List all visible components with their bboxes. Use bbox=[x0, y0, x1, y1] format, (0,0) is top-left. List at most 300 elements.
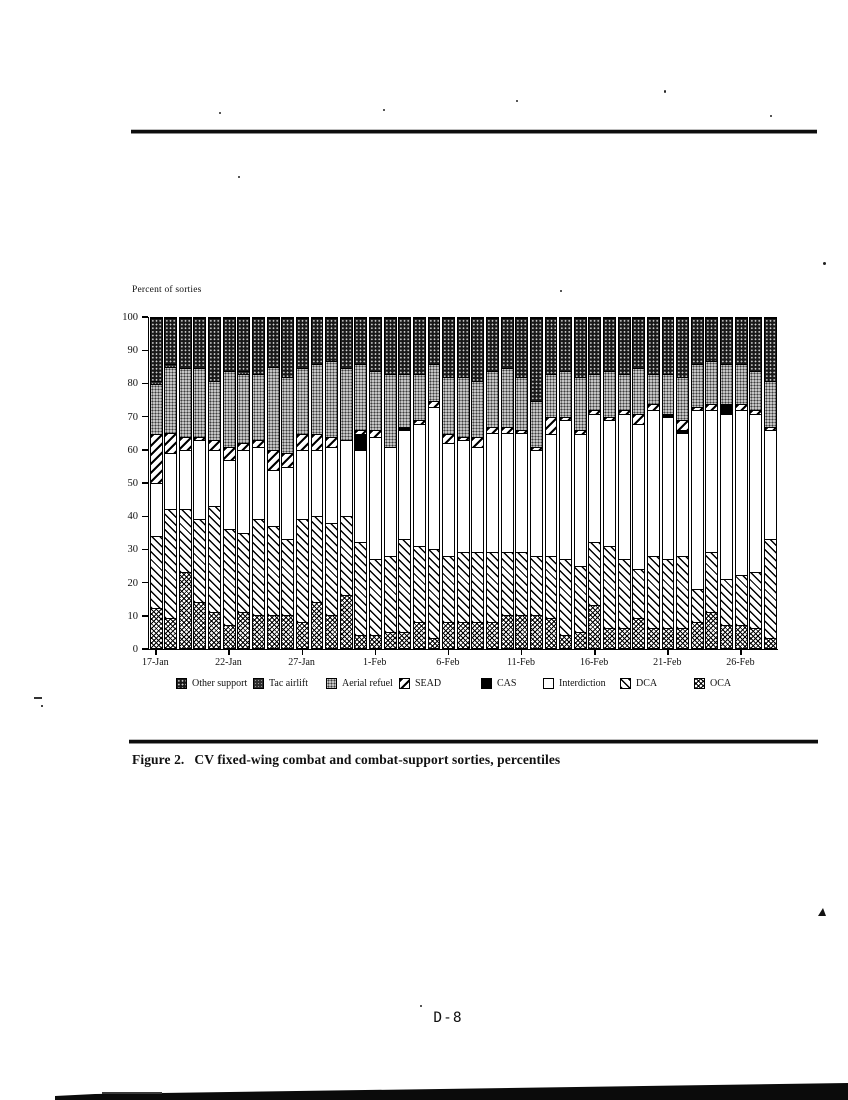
bar-28-Jan bbox=[311, 317, 324, 649]
segment-aerial-refuel bbox=[692, 364, 703, 407]
segment-interdiction bbox=[180, 450, 191, 509]
segment-oca bbox=[399, 632, 410, 649]
segment-aerial-refuel bbox=[560, 371, 571, 417]
segment-aerial-refuel bbox=[238, 374, 249, 443]
legend-item-tac-airlift bbox=[253, 678, 308, 689]
segment-oca bbox=[458, 622, 469, 648]
segment-interdiction bbox=[765, 430, 776, 539]
segment-interdiction bbox=[663, 417, 674, 559]
segment-interdiction bbox=[238, 450, 249, 533]
segment-aerial-refuel bbox=[589, 374, 600, 410]
segment-aerial-refuel bbox=[633, 368, 644, 414]
segment-oca bbox=[531, 615, 542, 648]
segment-interdiction bbox=[633, 424, 644, 569]
x-tick-label: 16-Feb bbox=[579, 657, 609, 668]
segment-aerial-refuel bbox=[531, 401, 542, 447]
segment-dca bbox=[619, 559, 630, 628]
segment-other-support bbox=[692, 318, 703, 364]
segment-interdiction bbox=[326, 447, 337, 523]
scan-artifact bbox=[238, 176, 240, 178]
segment-interdiction bbox=[253, 447, 264, 520]
bar-8-Feb bbox=[471, 317, 484, 649]
segment-oca bbox=[414, 622, 425, 648]
segment-oca bbox=[209, 612, 220, 648]
x-tick-mark bbox=[521, 650, 522, 655]
segment-aerial-refuel bbox=[151, 384, 162, 434]
segment-other-support bbox=[282, 318, 293, 377]
chart-legend bbox=[0, 678, 848, 694]
segment-dca bbox=[194, 519, 205, 602]
x-axis bbox=[141, 650, 777, 680]
segment-sead bbox=[633, 414, 644, 424]
x-tick-mark bbox=[228, 650, 229, 655]
segment-oca bbox=[575, 632, 586, 649]
segment-aerial-refuel bbox=[721, 364, 732, 404]
legend-swatch-icon bbox=[253, 678, 264, 689]
legend-item-aerial-refuel bbox=[326, 678, 393, 689]
segment-other-support bbox=[721, 318, 732, 364]
segment-other-support bbox=[341, 318, 352, 368]
segment-aerial-refuel bbox=[546, 374, 557, 417]
segment-interdiction bbox=[209, 450, 220, 506]
bar-20-Feb bbox=[647, 317, 660, 649]
segment-other-support bbox=[589, 318, 600, 374]
bar-17-Jan bbox=[150, 317, 163, 649]
segment-oca bbox=[721, 625, 732, 648]
figure-caption-number: Figure 2. bbox=[132, 752, 185, 767]
segment-sead bbox=[151, 434, 162, 484]
legend-item-interdiction bbox=[543, 678, 606, 689]
segment-interdiction bbox=[575, 434, 586, 566]
bar-11-Feb bbox=[515, 317, 528, 649]
segment-interdiction bbox=[546, 434, 557, 556]
segment-other-support bbox=[531, 318, 542, 401]
segment-oca bbox=[355, 635, 366, 648]
segment-other-support bbox=[648, 318, 659, 374]
bar-22-Jan bbox=[223, 317, 236, 649]
segment-aerial-refuel bbox=[677, 377, 688, 420]
segment-aerial-refuel bbox=[648, 374, 659, 404]
segment-oca bbox=[750, 628, 761, 648]
segment-other-support bbox=[663, 318, 674, 374]
segment-oca bbox=[604, 628, 615, 648]
bar-12-Feb bbox=[530, 317, 543, 649]
segment-interdiction bbox=[429, 407, 440, 549]
segment-sead bbox=[502, 427, 513, 434]
segment-oca bbox=[589, 605, 600, 648]
segment-other-support bbox=[224, 318, 235, 371]
bar-19-Jan bbox=[179, 317, 192, 649]
segment-interdiction bbox=[268, 470, 279, 526]
segment-interdiction bbox=[677, 433, 688, 555]
segment-sead bbox=[253, 440, 264, 447]
segment-oca bbox=[765, 638, 776, 648]
segment-aerial-refuel bbox=[209, 381, 220, 440]
segment-other-support bbox=[458, 318, 469, 377]
segment-other-support bbox=[472, 318, 483, 381]
segment-aerial-refuel bbox=[268, 367, 279, 450]
segment-interdiction bbox=[589, 414, 600, 543]
legend-swatch-icon bbox=[694, 678, 705, 689]
x-tick-label: 27-Jan bbox=[288, 657, 315, 668]
bar-18-Feb bbox=[618, 317, 631, 649]
scan-artifact bbox=[420, 1005, 422, 1007]
bar-18-Jan bbox=[164, 317, 177, 649]
segment-other-support bbox=[194, 318, 205, 368]
segment-sead bbox=[472, 437, 483, 447]
segment-oca bbox=[224, 625, 235, 648]
segment-interdiction bbox=[721, 414, 732, 579]
segment-other-support bbox=[633, 318, 644, 368]
bar-19-Feb bbox=[632, 317, 645, 649]
segment-aerial-refuel bbox=[502, 368, 513, 427]
segment-aerial-refuel bbox=[472, 381, 483, 437]
bar-13-Feb bbox=[545, 317, 558, 649]
segment-oca bbox=[633, 618, 644, 648]
bar-5-Feb bbox=[428, 317, 441, 649]
segment-dca bbox=[253, 519, 264, 615]
legend-swatch-icon bbox=[620, 678, 631, 689]
y-tick-label: 80 bbox=[127, 378, 138, 390]
segment-cas bbox=[721, 404, 732, 414]
y-tick-label: 70 bbox=[127, 411, 138, 423]
bar-17-Feb bbox=[603, 317, 616, 649]
segment-dca bbox=[370, 559, 381, 635]
bar-29-Jan bbox=[325, 317, 338, 649]
segment-aerial-refuel bbox=[282, 377, 293, 453]
bar-28-Feb bbox=[764, 317, 777, 649]
y-tick-label: 30 bbox=[127, 544, 138, 556]
segment-interdiction bbox=[399, 430, 410, 539]
segment-aerial-refuel bbox=[194, 368, 205, 437]
segment-aerial-refuel bbox=[604, 371, 615, 417]
segment-aerial-refuel bbox=[516, 377, 527, 430]
segment-interdiction bbox=[736, 410, 747, 575]
bar-6-Feb bbox=[442, 317, 455, 649]
bar-31-Jan bbox=[354, 317, 367, 649]
segment-sead bbox=[706, 404, 717, 411]
segment-other-support bbox=[502, 318, 513, 368]
segment-interdiction bbox=[385, 447, 396, 556]
segment-other-support bbox=[429, 318, 440, 364]
segment-aerial-refuel bbox=[312, 364, 323, 433]
segment-sead bbox=[648, 404, 659, 411]
segment-sead bbox=[736, 404, 747, 411]
segment-oca bbox=[648, 628, 659, 648]
segment-other-support bbox=[355, 318, 366, 364]
x-tick-label: 21-Feb bbox=[653, 657, 682, 668]
segment-interdiction bbox=[750, 414, 761, 572]
segment-sead bbox=[312, 434, 323, 451]
segment-dca bbox=[180, 509, 191, 572]
segment-other-support bbox=[209, 318, 220, 381]
segment-dca bbox=[648, 556, 659, 629]
segment-oca bbox=[546, 618, 557, 648]
segment-other-support bbox=[312, 318, 323, 364]
segment-interdiction bbox=[194, 440, 205, 519]
segment-dca bbox=[487, 552, 498, 621]
x-tick-mark bbox=[448, 650, 449, 655]
bar-14-Feb bbox=[559, 317, 572, 649]
segment-sead bbox=[546, 417, 557, 434]
segment-interdiction bbox=[560, 420, 571, 559]
segment-aerial-refuel bbox=[487, 371, 498, 427]
x-tick-mark bbox=[302, 650, 303, 655]
segment-dca bbox=[326, 523, 337, 615]
segment-oca bbox=[516, 615, 527, 648]
segment-aerial-refuel bbox=[224, 371, 235, 447]
segment-oca bbox=[238, 612, 249, 648]
bar-22-Feb bbox=[676, 317, 689, 649]
segment-other-support bbox=[546, 318, 557, 374]
segment-other-support bbox=[268, 318, 279, 368]
segment-dca bbox=[341, 516, 352, 595]
segment-dca bbox=[458, 552, 469, 621]
segment-interdiction bbox=[604, 420, 615, 545]
y-tick-label: 10 bbox=[127, 610, 138, 622]
x-tick-label: 22-Jan bbox=[215, 657, 242, 668]
segment-oca bbox=[253, 615, 264, 648]
y-tick-label: 0 bbox=[132, 644, 138, 655]
segment-aerial-refuel bbox=[355, 364, 366, 430]
bar-1-Feb bbox=[369, 317, 382, 649]
segment-dca bbox=[546, 556, 557, 619]
segment-oca bbox=[560, 635, 571, 648]
segment-sead bbox=[677, 420, 688, 430]
scan-artifact bbox=[823, 262, 826, 265]
segment-dca bbox=[736, 575, 747, 625]
legend-item-dca bbox=[620, 678, 657, 689]
figure-caption-text: CV fixed-wing combat and combat-support sorties, percentiles bbox=[194, 752, 561, 767]
segment-other-support bbox=[370, 318, 381, 371]
bar-21-Feb bbox=[662, 317, 675, 649]
legend-item-other-support bbox=[176, 678, 247, 689]
segment-aerial-refuel bbox=[443, 377, 454, 433]
bar-16-Feb bbox=[588, 317, 601, 649]
segment-oca bbox=[341, 595, 352, 648]
segment-dca bbox=[297, 519, 308, 621]
bar-23-Feb bbox=[691, 317, 704, 649]
segment-oca bbox=[385, 632, 396, 649]
segment-aerial-refuel bbox=[575, 377, 586, 430]
segment-other-support bbox=[736, 318, 747, 364]
segment-oca bbox=[692, 622, 703, 648]
segment-dca bbox=[633, 569, 644, 619]
segment-dca bbox=[750, 572, 761, 628]
segment-oca bbox=[312, 602, 323, 648]
segment-aerial-refuel bbox=[750, 371, 761, 411]
segment-other-support bbox=[677, 318, 688, 377]
segment-oca bbox=[165, 618, 176, 648]
segment-interdiction bbox=[692, 410, 703, 588]
segment-sead bbox=[370, 430, 381, 437]
segment-sead bbox=[487, 427, 498, 434]
y-tick-label: 90 bbox=[127, 345, 138, 357]
segment-oca bbox=[487, 622, 498, 648]
segment-sead bbox=[326, 437, 337, 447]
segment-dca bbox=[355, 542, 366, 634]
segment-oca bbox=[736, 625, 747, 648]
segment-other-support bbox=[487, 318, 498, 371]
scan-artifact bbox=[41, 705, 43, 707]
scan-artifact bbox=[34, 697, 42, 699]
x-tick-label: 6-Feb bbox=[436, 657, 460, 668]
figure-caption bbox=[132, 752, 560, 768]
segment-dca bbox=[677, 556, 688, 629]
segment-interdiction bbox=[648, 410, 659, 555]
scan-artifact bbox=[664, 90, 666, 93]
segment-aerial-refuel bbox=[180, 368, 191, 437]
segment-sead bbox=[268, 450, 279, 470]
legend-item-cas bbox=[481, 678, 516, 689]
segment-dca bbox=[604, 546, 615, 629]
segment-dca bbox=[765, 539, 776, 638]
bar-25-Jan bbox=[267, 317, 280, 649]
segment-dca bbox=[282, 539, 293, 615]
bar-20-Jan bbox=[193, 317, 206, 649]
x-tick-mark bbox=[375, 650, 376, 655]
segment-aerial-refuel bbox=[663, 374, 674, 414]
segment-interdiction bbox=[165, 453, 176, 509]
scan-artifact bbox=[516, 100, 518, 102]
segment-aerial-refuel bbox=[619, 374, 630, 410]
legend-item-oca bbox=[694, 678, 731, 689]
segment-interdiction bbox=[370, 437, 381, 559]
segment-oca bbox=[370, 635, 381, 648]
mid-rule bbox=[129, 740, 818, 743]
segment-other-support bbox=[151, 318, 162, 381]
bar-9-Feb bbox=[486, 317, 499, 649]
segment-dca bbox=[472, 552, 483, 621]
segment-interdiction bbox=[516, 433, 527, 552]
segment-oca bbox=[180, 572, 191, 648]
segment-aerial-refuel bbox=[370, 371, 381, 430]
segment-other-support bbox=[399, 318, 410, 374]
legend-label: DCA bbox=[636, 678, 658, 689]
segment-oca bbox=[472, 622, 483, 648]
legend-label: Aerial refuel bbox=[342, 678, 393, 689]
segment-interdiction bbox=[224, 460, 235, 529]
segment-aerial-refuel bbox=[429, 364, 440, 400]
x-tick-mark bbox=[740, 650, 741, 655]
segment-oca bbox=[443, 622, 454, 648]
scan-artifact bbox=[560, 290, 562, 292]
y-axis bbox=[108, 312, 148, 655]
stacked-bar-plot bbox=[148, 317, 778, 650]
segment-aerial-refuel bbox=[326, 361, 337, 437]
segment-dca bbox=[385, 556, 396, 632]
segment-interdiction bbox=[312, 450, 323, 516]
segment-cas bbox=[355, 434, 366, 451]
bar-15-Feb bbox=[574, 317, 587, 649]
segment-other-support bbox=[604, 318, 615, 371]
segment-interdiction bbox=[414, 424, 425, 546]
bar-10-Feb bbox=[501, 317, 514, 649]
segment-oca bbox=[297, 622, 308, 648]
segment-aerial-refuel bbox=[736, 364, 747, 404]
segment-other-support bbox=[443, 318, 454, 377]
segment-dca bbox=[443, 556, 454, 622]
segment-dca bbox=[721, 579, 732, 625]
scan-artifact bbox=[219, 112, 221, 114]
segment-other-support bbox=[238, 318, 249, 371]
segment-oca bbox=[677, 628, 688, 648]
segment-interdiction bbox=[487, 433, 498, 552]
segment-dca bbox=[575, 566, 586, 632]
segment-other-support bbox=[253, 318, 264, 374]
segment-dca bbox=[663, 559, 674, 628]
legend-label: Other support bbox=[192, 678, 248, 689]
segment-interdiction bbox=[502, 433, 513, 552]
segment-aerial-refuel bbox=[385, 374, 396, 447]
legend-label: OCA bbox=[710, 678, 732, 689]
segment-dca bbox=[531, 556, 542, 615]
segment-sead bbox=[238, 443, 249, 450]
segment-oca bbox=[429, 638, 440, 648]
segment-oca bbox=[282, 615, 293, 648]
bar-3-Feb bbox=[398, 317, 411, 649]
segment-other-support bbox=[297, 318, 308, 368]
legend-swatch-icon bbox=[481, 678, 492, 689]
y-tick-label: 40 bbox=[127, 511, 138, 523]
y-axis-title: Percent of sorties bbox=[132, 285, 202, 295]
segment-other-support bbox=[180, 318, 191, 368]
segment-dca bbox=[238, 533, 249, 612]
segment-aerial-refuel bbox=[399, 374, 410, 427]
segment-other-support bbox=[750, 318, 761, 371]
segment-dca bbox=[706, 552, 717, 611]
bar-27-Jan bbox=[296, 317, 309, 649]
legend-item-sead bbox=[399, 678, 441, 689]
segment-oca bbox=[194, 602, 205, 648]
bar-24-Jan bbox=[252, 317, 265, 649]
legend-label: Interdiction bbox=[559, 678, 606, 689]
y-tick-label: 100 bbox=[122, 312, 138, 323]
segment-dca bbox=[224, 529, 235, 625]
bar-7-Feb bbox=[457, 317, 470, 649]
bar-25-Feb bbox=[720, 317, 733, 649]
segment-dca bbox=[268, 526, 279, 615]
segment-interdiction bbox=[619, 414, 630, 559]
segment-aerial-refuel bbox=[706, 361, 717, 404]
y-tick-label: 60 bbox=[127, 444, 138, 456]
legend-swatch-icon bbox=[399, 678, 410, 689]
segment-sead bbox=[180, 437, 191, 450]
page-bottom-scan-band bbox=[0, 1078, 848, 1100]
segment-oca bbox=[706, 612, 717, 648]
legend-label: SEAD bbox=[415, 678, 442, 689]
segment-dca bbox=[516, 552, 527, 615]
bar-30-Jan bbox=[340, 317, 353, 649]
segment-aerial-refuel bbox=[297, 368, 308, 434]
legend-label: CAS bbox=[497, 678, 517, 689]
segment-oca bbox=[619, 628, 630, 648]
segment-aerial-refuel bbox=[165, 367, 176, 433]
x-tick-mark bbox=[594, 650, 595, 655]
segment-other-support bbox=[619, 318, 630, 374]
segment-other-support bbox=[706, 318, 717, 361]
scan-artifact bbox=[818, 908, 826, 916]
segment-aerial-refuel bbox=[253, 374, 264, 440]
segment-other-support bbox=[385, 318, 396, 374]
scan-artifact bbox=[383, 109, 385, 111]
segment-interdiction bbox=[458, 440, 469, 552]
segment-oca bbox=[502, 615, 513, 648]
x-tick-mark bbox=[155, 650, 156, 655]
segment-dca bbox=[502, 552, 513, 615]
segment-dca bbox=[209, 506, 220, 612]
segment-aerial-refuel bbox=[458, 377, 469, 436]
